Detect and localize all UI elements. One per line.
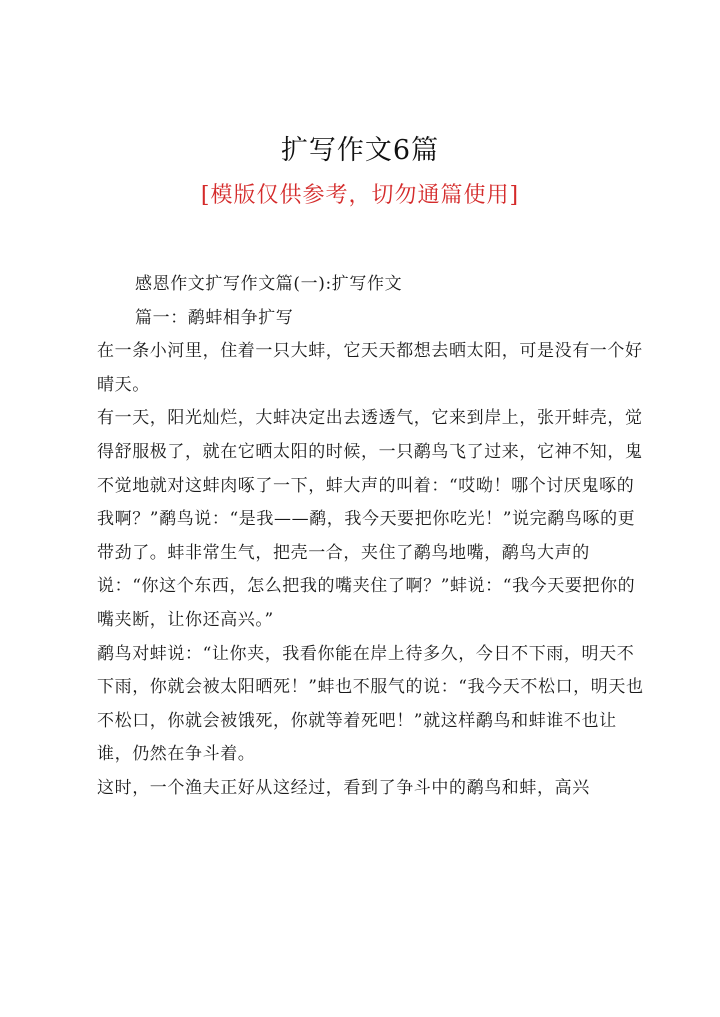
document-subtitle: [模版仅供参考，切勿通篇使用] — [200, 183, 520, 208]
section-title: 篇一：鹬蚌相争扩写 — [135, 307, 294, 328]
paragraph: 有一天，阳光灿烂，大蚌决定出去透透气，它来到岸上，张开蚌壳，觉得舒服极了，就在它晒太阳的时候，一只鹬鸟飞了过来，它神不知，鬼不觉地就对这蚌肉啄了一下，蚌大声的叫着：“哎呦！哪个讨厌鬼啄的我啊？”鹬鸟说：“是我——鹬，我今天要把你吃光！”说完鹬鸟啄的更带劲了。蚌非常生气，把壳一合，夹住了鹬鸟地嘴，鹬鸟大声的说：“你这个东西，怎么把我的嘴夹住了啊？”蚌说：“我今天要把你的嘴夹断，让你还高兴。” — [97, 408, 643, 630]
heading-line: 感恩作文扩写作文篇(一):扩写作文 — [135, 274, 403, 294]
document-title: 扩写作文6篇 — [280, 135, 440, 166]
paragraph: 鹬鸟对蚌说：“让你夹，我看你能在岸上待多久，今日不下雨，明天不下雨，你就会被太阳晒死！”蚌也不服气的说：“我今天不松口，明天也不松口，你就会被饿死，你就等着死吧！”就这样鹬鸟和蚌谁不也让谁，仍然在争斗着。 — [97, 643, 644, 765]
paragraph: 这时，一个渔夫正好从这经过，看到了争斗中的鹬鸟和蚌，高兴 — [97, 777, 590, 798]
document-body — [97, 268, 645, 806]
paragraph: 在一条小河里，住着一只大蚌，它天天都想去晒太阳，可是没有一个好晴天。 — [97, 341, 643, 395]
